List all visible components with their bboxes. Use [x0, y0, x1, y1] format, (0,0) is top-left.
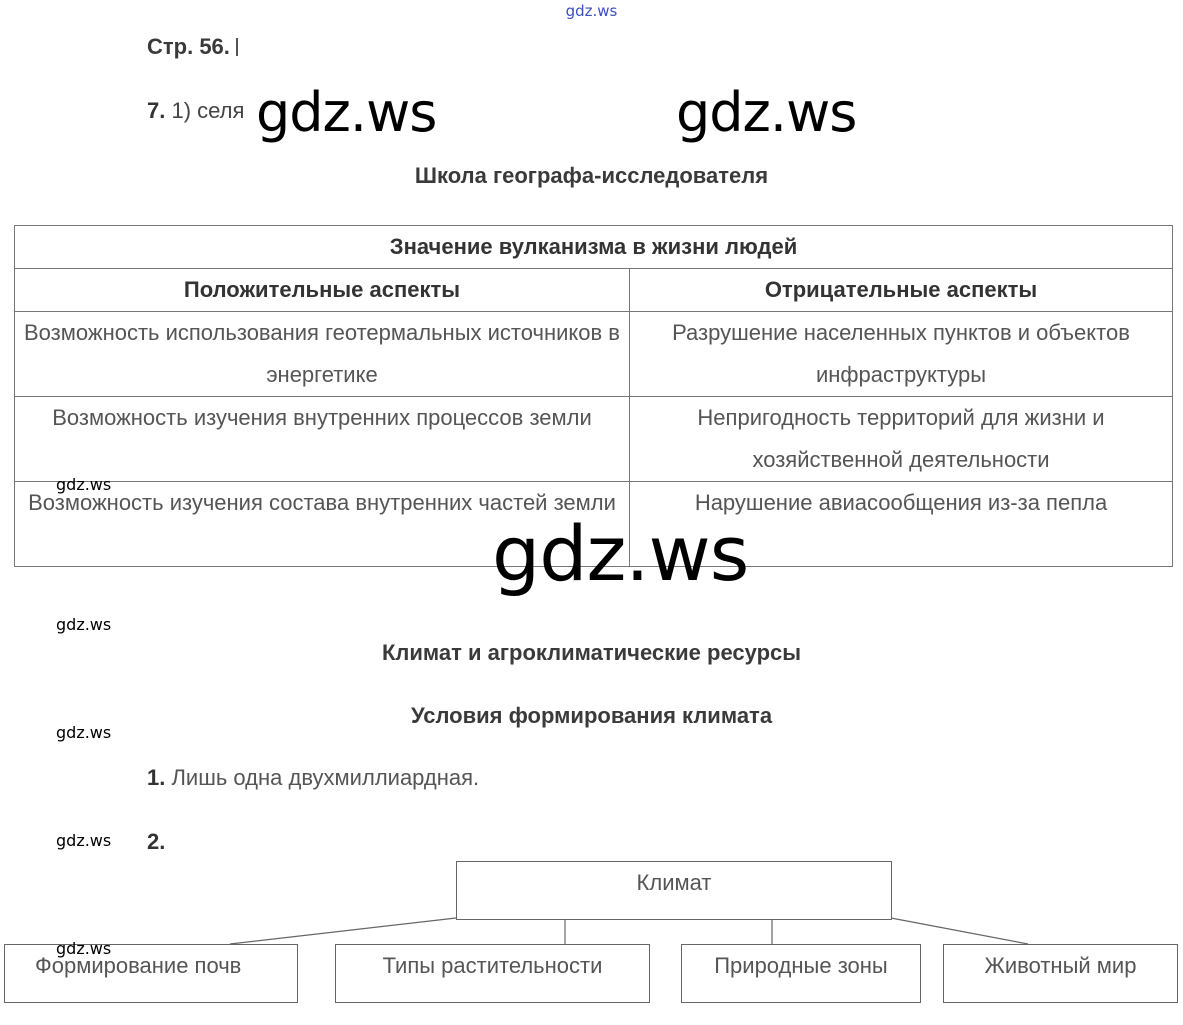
diagram-child-label: Животный мир	[984, 953, 1137, 978]
diagram-child-box	[943, 944, 1178, 1003]
section-title-climate: Климат и агроклиматические ресурсы	[381, 640, 802, 665]
diagram-child-label: Типы растительности	[382, 953, 603, 978]
watermark-small-5: gdz.ws	[56, 939, 112, 958]
diagram-root-label: Климат	[636, 870, 712, 895]
diagram-root-box	[456, 861, 892, 920]
diagram-child-label: Природные зоны	[714, 953, 888, 978]
watermark-small-3: gdz.ws	[56, 723, 112, 742]
top-watermark: gdz.ws	[565, 2, 618, 20]
answer-1-number: 1.	[147, 765, 166, 790]
answer-7-number: 7.	[147, 98, 166, 123]
watermark-small-2: gdz.ws	[56, 615, 112, 634]
header-positive: Положительные аспекты	[15, 269, 630, 312]
connector-line	[230, 918, 456, 944]
section-title-climate-conditions: Условия формирования климата	[410, 703, 773, 728]
answer-1-text: Лишь одна двухмиллиардная.	[171, 765, 480, 790]
answer-2-number: 2.	[147, 829, 166, 854]
section-title-geographer-school: Школа географа-исследователя	[414, 163, 769, 188]
table-cell: Возможность изучения внутренних процессов земли	[15, 397, 630, 482]
table-cell: Разрушение населенных пунктов и объектов инфраструктуры	[630, 312, 1173, 397]
connector-line	[891, 918, 1028, 944]
watermark-huge-center: gdz.ws	[492, 509, 749, 598]
diagram-child-box	[335, 944, 650, 1003]
table-cell: Возможность изучения состава внутренних частей земли	[15, 482, 630, 567]
watermark-big-right: gdz.ws	[676, 81, 857, 144]
watermark-small-4: gdz.ws	[56, 831, 112, 850]
table-title: Значение вулканизма в жизни людей	[15, 226, 1173, 269]
header-negative: Отрицательные аспекты	[630, 269, 1173, 312]
answer-7-text: 1) селя	[171, 98, 245, 123]
diagram-child-label: Формирование почв	[35, 953, 242, 978]
table-cell: Нарушение авиасообщения из-за пепла	[630, 482, 1173, 567]
diagram-child-box	[681, 944, 921, 1003]
table-cell: Возможность использования геотермальных источников в энергетике	[15, 312, 630, 397]
watermark-small-1: gdz.ws	[56, 475, 112, 494]
diagram-child-box	[4, 944, 298, 1003]
table-cell: Непригодность территорий для жизни и хозяйственной деятельности	[630, 397, 1173, 482]
page-reference: Стр. 56.	[147, 34, 237, 59]
watermark-big-left: gdz.ws	[256, 81, 437, 144]
